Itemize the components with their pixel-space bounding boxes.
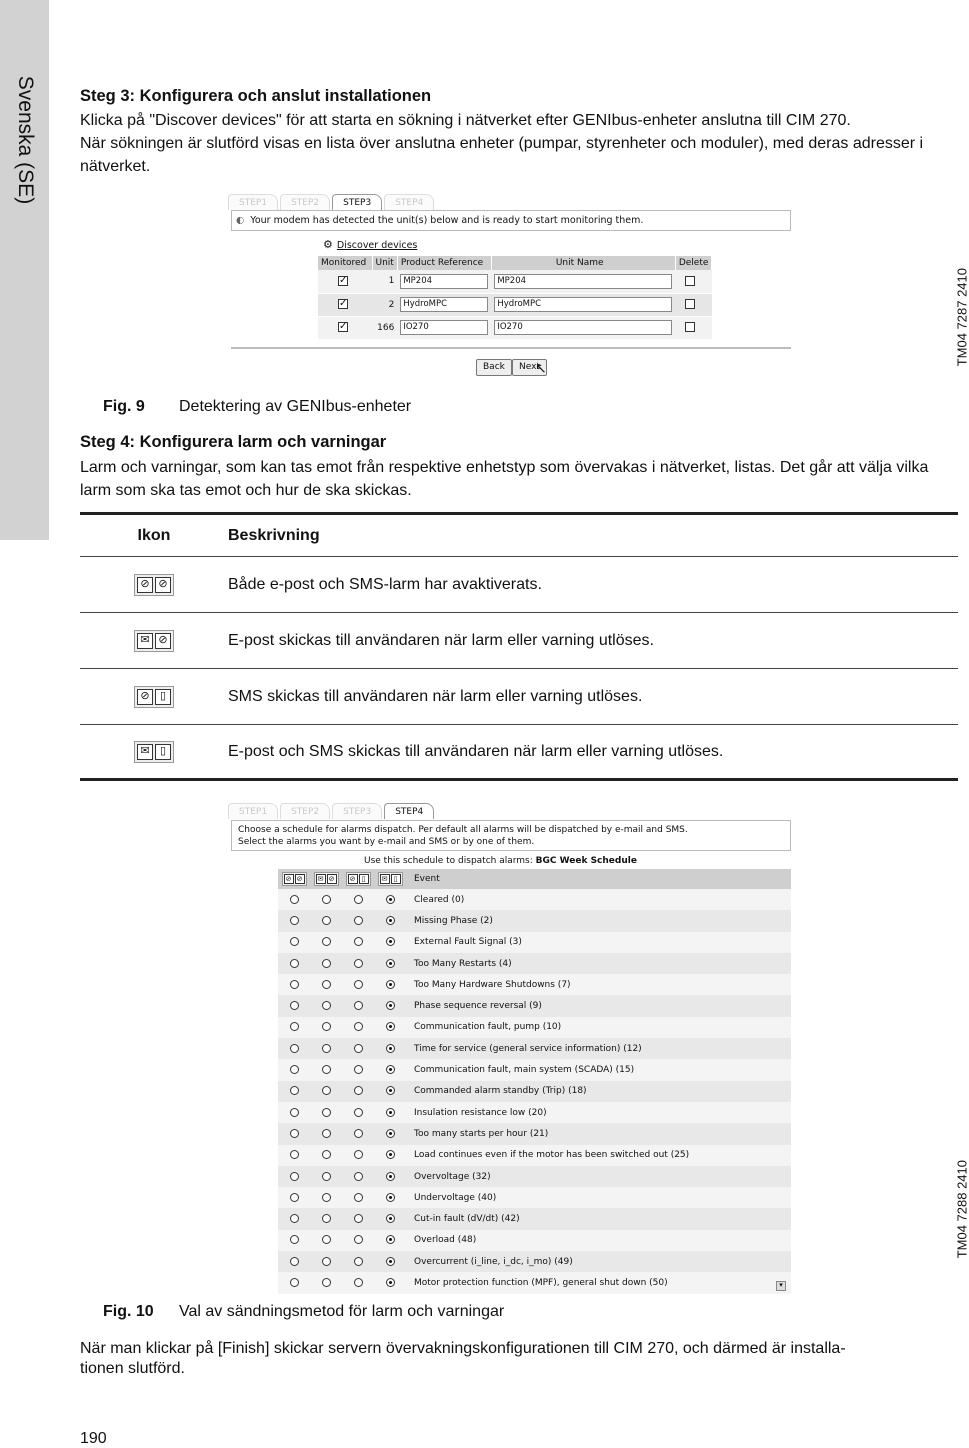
table-row: [278, 1230, 791, 1251]
tm-code-fig10: TM04 7288 2410: [954, 1160, 969, 1259]
dispatch-radio[interactable]: [322, 1044, 331, 1053]
table-row: [278, 889, 791, 910]
finish-line1: När man klickar på [Finish] skickar servern övervakningskonfigurationen till CIM 270, och därmed är installa-: [80, 1340, 846, 1357]
event-label: Overvoltage (32): [406, 1166, 791, 1187]
col-monitored: Monitored: [318, 256, 372, 270]
dispatch-radio[interactable]: [290, 1193, 299, 1202]
event-label: Motor protection function (MPF), general shut down (50): [406, 1272, 791, 1293]
table-row: [278, 932, 791, 953]
dispatch-radio[interactable]: [386, 1278, 395, 1287]
email-only-icon[interactable]: ✉ ⊘: [314, 872, 339, 886]
delete-checkbox[interactable]: [685, 322, 695, 332]
dispatch-radio[interactable]: [386, 1001, 395, 1010]
schedule-name[interactable]: BGC Week Schedule: [535, 856, 637, 866]
alarm-dispatch-screenshot: [228, 803, 794, 1293]
step4-heading: Steg 4: Konfigurera larm och varningar: [80, 433, 387, 451]
next-button[interactable]: Next: [512, 359, 547, 376]
tab-step4[interactable]: STEP4: [384, 194, 434, 210]
dispatch-radio[interactable]: [386, 916, 395, 925]
monitored-checkbox[interactable]: ✓: [339, 321, 348, 333]
table-row: [80, 669, 958, 725]
event-label: Missing Phase (2): [406, 910, 791, 931]
dispatch-radio[interactable]: [354, 1257, 363, 1266]
gear-icon: ⚙: [323, 238, 333, 251]
step3-line2: När sökningen är slutförd visas en lista över anslutna enheter (pumpar, styrenheter och moduler), med deras adresser i nätverket.: [80, 135, 924, 175]
dispatch-radio[interactable]: [290, 1235, 299, 1244]
icon-desc: E-post skickas till användaren när larm eller varning utlöses.: [228, 631, 654, 649]
event-label: External Fault Signal (3): [406, 932, 791, 953]
dispatch-radio[interactable]: [322, 959, 331, 968]
dispatch-radio[interactable]: [354, 1278, 363, 1287]
dispatch-radio[interactable]: [290, 1278, 299, 1287]
step3-line1: Klicka på "Discover devices" för att starta en sökning i nätverket efter GENIbus-enheter anslutna till CIM 270.: [80, 112, 851, 129]
dispatch-radio[interactable]: [322, 1150, 331, 1159]
dispatch-radio[interactable]: [354, 937, 363, 946]
dispatch-radio[interactable]: [290, 959, 299, 968]
table-row: [80, 613, 958, 669]
dispatch-radio[interactable]: [354, 895, 363, 904]
dispatch-radio[interactable]: [386, 1235, 395, 1244]
dispatch-radio[interactable]: [354, 916, 363, 925]
discover-devices-screenshot: [228, 194, 794, 384]
table-row: [278, 995, 791, 1016]
dispatch-radio[interactable]: [322, 895, 331, 904]
dispatch-radio[interactable]: [386, 1257, 395, 1266]
dispatch-radio[interactable]: [322, 1235, 331, 1244]
step3-heading: Steg 3: Konfigurera och anslut installationen: [80, 87, 432, 105]
icon-table-header: [80, 515, 958, 557]
email-and-sms-icon[interactable]: ✉ ▯: [378, 872, 403, 886]
info-icon: ◐: [236, 215, 245, 226]
dispatch-radio[interactable]: [290, 1214, 299, 1223]
dispatch-radio[interactable]: [290, 895, 299, 904]
dispatch-radio[interactable]: [322, 1257, 331, 1266]
schedule-label: Use this schedule to dispatch alarms:: [364, 856, 533, 866]
tab-step4[interactable]: STEP4: [384, 803, 434, 819]
table-row: [278, 974, 791, 995]
event-label: Cleared (0): [406, 889, 791, 910]
dispatch-radio[interactable]: [322, 1086, 331, 1095]
step-tabs: [228, 194, 436, 210]
col-product-ref: Product Reference: [397, 256, 491, 270]
dispatch-radio[interactable]: [322, 1214, 331, 1223]
table-row: [278, 1272, 791, 1293]
table-row: [80, 557, 958, 613]
dispatch-radio[interactable]: [386, 1150, 395, 1159]
dispatch-radio[interactable]: [322, 1172, 331, 1181]
tab-step1[interactable]: STEP1: [228, 194, 278, 210]
unit-name-field[interactable]: HydroMPC: [494, 297, 672, 312]
icon-desc: SMS skickas till användaren när larm eller varning utlöses.: [228, 687, 643, 705]
tab-step2[interactable]: STEP2: [280, 803, 330, 819]
delete-checkbox[interactable]: [685, 299, 695, 309]
unit-name-field[interactable]: IO270: [494, 320, 672, 335]
dispatch-radio[interactable]: [354, 1214, 363, 1223]
dispatch-radio[interactable]: [322, 937, 331, 946]
banner-line2: Select the alarms you want by e-mail and SMS or by one of them.: [238, 837, 535, 847]
scroll-down-arrow[interactable]: ▾: [776, 1281, 786, 1291]
table-row: [318, 293, 712, 316]
event-label: Communication fault, main system (SCADA) (15): [406, 1059, 791, 1080]
fig10-number: Fig. 10: [103, 1303, 154, 1320]
schedule-line: [364, 856, 637, 866]
dispatch-radio[interactable]: [290, 1065, 299, 1074]
back-button[interactable]: Back: [476, 359, 512, 376]
dispatch-radio[interactable]: [386, 1065, 395, 1074]
col-delete: Delete: [675, 256, 712, 270]
banner-line1: Choose a schedule for alarms dispatch. Per default all alarms will be dispatched by e-mail and SMS.: [238, 825, 688, 835]
tab-step3[interactable]: STEP3: [332, 194, 382, 210]
dispatch-radio[interactable]: [354, 980, 363, 989]
discover-devices-link[interactable]: [323, 238, 417, 251]
dispatch-radio[interactable]: [322, 916, 331, 925]
dispatch-radio[interactable]: [386, 1193, 395, 1202]
tab-step1[interactable]: STEP1: [228, 803, 278, 819]
unit-name-field[interactable]: MP204: [494, 274, 672, 289]
page-number: 190: [80, 1430, 107, 1447]
dispatch-radio[interactable]: [386, 1044, 395, 1053]
dispatch-radio[interactable]: [322, 980, 331, 989]
dispatch-radio[interactable]: [322, 1129, 331, 1138]
event-label: Too Many Restarts (4): [406, 953, 791, 974]
col-unit-name: Unit Name: [491, 256, 675, 270]
table-row: [278, 1059, 791, 1080]
discover-label: Discover devices: [336, 240, 418, 251]
event-label: Cut-in fault (dV/dt) (42): [406, 1208, 791, 1229]
table-row: [318, 270, 712, 293]
dispatch-radio[interactable]: [354, 1086, 363, 1095]
dispatch-radio[interactable]: [322, 1022, 331, 1031]
event-label: Overload (48): [406, 1230, 791, 1251]
dispatch-radio[interactable]: [354, 1065, 363, 1074]
dispatch-radio[interactable]: [290, 1044, 299, 1053]
dispatch-radio[interactable]: [290, 937, 299, 946]
icon-table: [80, 512, 958, 781]
dispatch-radio[interactable]: [290, 1001, 299, 1010]
dispatch-radio[interactable]: [290, 1086, 299, 1095]
event-label: Too Many Hardware Shutdowns (7): [406, 974, 791, 995]
dispatch-radio[interactable]: [386, 1172, 395, 1181]
dispatch-radio[interactable]: [290, 1129, 299, 1138]
step-tabs: [228, 803, 436, 819]
table-row: [278, 1145, 791, 1166]
language-tab: [0, 0, 49, 540]
monitored-checkbox[interactable]: ✓: [339, 298, 348, 310]
divider: [231, 347, 791, 349]
product-ref-field[interactable]: HydroMPC: [400, 297, 488, 312]
dispatch-radio[interactable]: [386, 1086, 395, 1095]
event-label: Overcurrent (i_line, i_dc, i_mo) (49): [406, 1251, 791, 1272]
dispatch-radio[interactable]: [290, 1022, 299, 1031]
dispatch-radio[interactable]: [290, 916, 299, 925]
dispatch-radio[interactable]: [354, 1193, 363, 1202]
event-label: Commanded alarm standby (Trip) (18): [406, 1081, 791, 1102]
table-row: [318, 316, 712, 339]
table-row: [278, 953, 791, 974]
dispatch-radio[interactable]: [354, 1022, 363, 1031]
table-row: [278, 1166, 791, 1187]
event-label: Too many starts per hour (21): [406, 1123, 791, 1144]
devices-table: [318, 256, 712, 340]
fig10-text: Val av sändningsmetod för larm och varningar: [179, 1303, 505, 1320]
table-row: [80, 725, 958, 781]
event-label: Load continues even if the motor has been switched out (25): [406, 1145, 791, 1166]
dispatch-radio[interactable]: [290, 980, 299, 989]
dispatch-radio[interactable]: [386, 959, 395, 968]
mouse-cursor-icon: ↖: [535, 360, 547, 376]
fig9-caption: [103, 398, 411, 416]
dispatch-radio[interactable]: [290, 1108, 299, 1117]
dispatch-radio[interactable]: [322, 1001, 331, 1010]
event-label: Undervoltage (40): [406, 1187, 791, 1208]
product-ref-field[interactable]: MP204: [400, 274, 488, 289]
table-row: [278, 910, 791, 931]
table-row: [278, 1081, 791, 1102]
dispatch-radio[interactable]: [354, 1001, 363, 1010]
step4-body: Larm och varningar, som kan tas emot från respektive enhetstyp som övervakas i nätverket, listas. Det går att välja vilka larm som ska tas emot och hur de ska skickas.: [80, 459, 929, 499]
email-sms-disabled-icon: ⊘ ⊘: [134, 574, 174, 596]
table-row: [278, 1187, 791, 1208]
dispatch-radio[interactable]: [386, 1214, 395, 1223]
dispatch-radio[interactable]: [354, 1172, 363, 1181]
banner-text: Your modem has detected the unit(s) below and is ready to start monitoring them.: [250, 215, 644, 226]
fig9-text: Detektering av GENIbus-enheter: [179, 398, 412, 415]
dispatch-radio[interactable]: [354, 1129, 363, 1138]
email-only-icon: ✉ ⊘: [134, 630, 174, 652]
tab-step3[interactable]: STEP3: [332, 803, 382, 819]
dispatch-radio[interactable]: [386, 980, 395, 989]
dispatch-radio[interactable]: [354, 959, 363, 968]
event-label: Insulation resistance low (20): [406, 1102, 791, 1123]
unit-cell: 1: [372, 270, 397, 293]
table-row: [278, 1038, 791, 1059]
dispatch-radio[interactable]: [290, 1257, 299, 1266]
sms-only-icon: ⊘ ▯: [134, 686, 174, 708]
dispatch-radio[interactable]: [354, 1108, 363, 1117]
table-row: [278, 1102, 791, 1123]
tm-code-fig9: TM04 7287 2410: [954, 268, 969, 367]
event-label: Communication fault, pump (10): [406, 1017, 791, 1038]
email-sms-disabled-icon[interactable]: ⊘ ⊘: [282, 872, 307, 886]
fig10-caption: [103, 1303, 504, 1321]
dispatch-radio[interactable]: [386, 1129, 395, 1138]
detection-banner: [231, 210, 791, 231]
monitored-checkbox[interactable]: ✓: [339, 275, 348, 286]
alarm-table: [278, 869, 791, 1294]
table-row: [278, 1208, 791, 1229]
dispatch-radio[interactable]: [386, 937, 395, 946]
dispatch-radio[interactable]: [322, 1065, 331, 1074]
dispatch-radio[interactable]: [354, 1235, 363, 1244]
dispatch-radio[interactable]: [386, 895, 395, 904]
sms-only-icon[interactable]: ⊘ ▯: [346, 872, 371, 886]
dispatch-radio[interactable]: [322, 1108, 331, 1117]
col-unit: Unit: [372, 256, 397, 270]
email-and-sms-icon: ✉ ▯: [134, 741, 174, 763]
dispatch-radio[interactable]: [386, 1022, 395, 1031]
dispatch-radio[interactable]: [290, 1150, 299, 1159]
dispatch-radio[interactable]: [322, 1193, 331, 1202]
dispatch-radio[interactable]: [354, 1044, 363, 1053]
dispatch-radio[interactable]: [354, 1150, 363, 1159]
event-label: Time for service (general service information) (12): [406, 1038, 791, 1059]
unit-cell: 166: [372, 316, 397, 339]
header-desc-col: Beskrivning: [228, 526, 320, 544]
icon-desc: Både e-post och SMS-larm har avaktiverats.: [228, 575, 542, 593]
tab-step2[interactable]: STEP2: [280, 194, 330, 210]
fig9-number: Fig. 9: [103, 398, 145, 415]
product-ref-field[interactable]: IO270: [400, 320, 488, 335]
icon-desc: E-post och SMS skickas till användaren när larm eller varning utlöses.: [228, 742, 724, 760]
table-row: [278, 1251, 791, 1272]
unit-cell: 2: [372, 293, 397, 316]
dispatch-radio[interactable]: [290, 1172, 299, 1181]
dispatch-radio[interactable]: [322, 1278, 331, 1287]
language-label: Svenska (SE): [13, 75, 37, 205]
header-icon-col: Ikon: [137, 526, 171, 544]
table-row: [278, 1017, 791, 1038]
event-header: Event: [406, 869, 791, 889]
dispatch-radio[interactable]: [386, 1108, 395, 1117]
finish-line2: tionen slutförd.: [80, 1360, 185, 1377]
table-row: [278, 1123, 791, 1144]
schedule-banner: [231, 820, 791, 851]
delete-checkbox[interactable]: [685, 276, 695, 286]
event-label: Phase sequence reversal (9): [406, 995, 791, 1016]
